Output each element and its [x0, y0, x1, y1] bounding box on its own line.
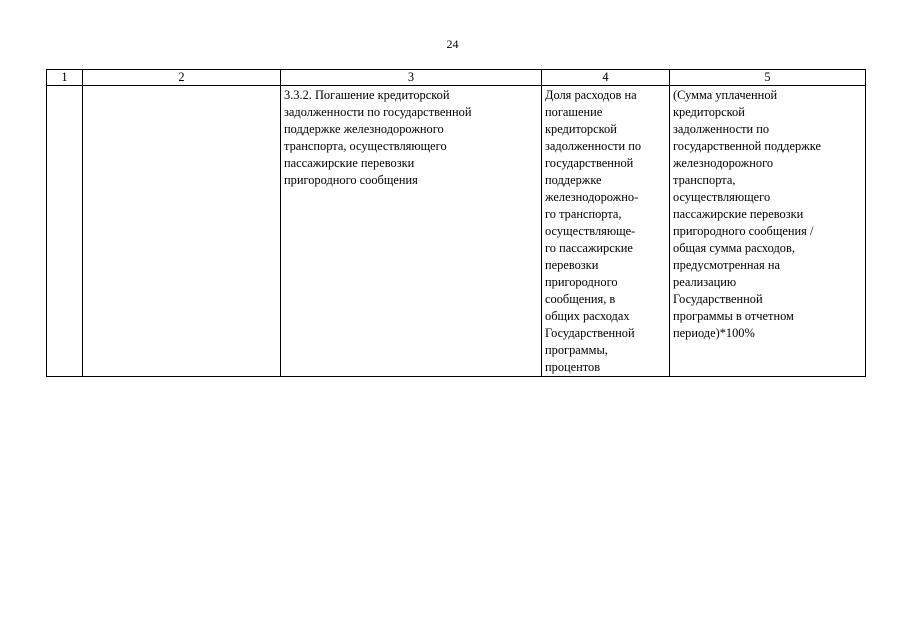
formula-text: (Сумма уплаченной кредиторской задолженности по государственной поддержке железнодорожного транспорта, осуществляющего пассажирские перевозки пригородного сообщения / общая сумма расходов, предусмотренная на реализацию Государственной программы в отчетном периоде)*100%: [673, 88, 821, 340]
column-header-1: 1: [47, 70, 83, 86]
table-header-row: [47, 70, 866, 86]
program-name-cell: [83, 86, 281, 377]
page-number: 24: [446, 37, 459, 51]
measure-text: 3.3.2. Погашение кредиторской задолженности по государственной поддержке железнодорожного транспорта, осуществляющего пассажирские перевозки пригородного сообщения: [284, 88, 472, 187]
indicator-text: Доля расходов на погашение кредиторской задолженности по государственной поддержке железнодорожно- го транспорта, осуществляюще- го пассажирские перевозки пригородного сообщения, в общих расходах Государственной программы, процентов: [545, 88, 642, 374]
row-number-cell: [47, 86, 83, 377]
column-header-5: 5: [670, 70, 866, 86]
column-header-3: 3: [281, 70, 542, 86]
indicator-cell: [542, 86, 670, 377]
column-header-4: 4: [542, 70, 670, 86]
indicator-table: [46, 69, 866, 377]
column-header-2: 2: [83, 70, 281, 86]
measure-cell: [281, 86, 542, 377]
formula-cell: [670, 86, 866, 377]
table-row: [47, 86, 866, 377]
